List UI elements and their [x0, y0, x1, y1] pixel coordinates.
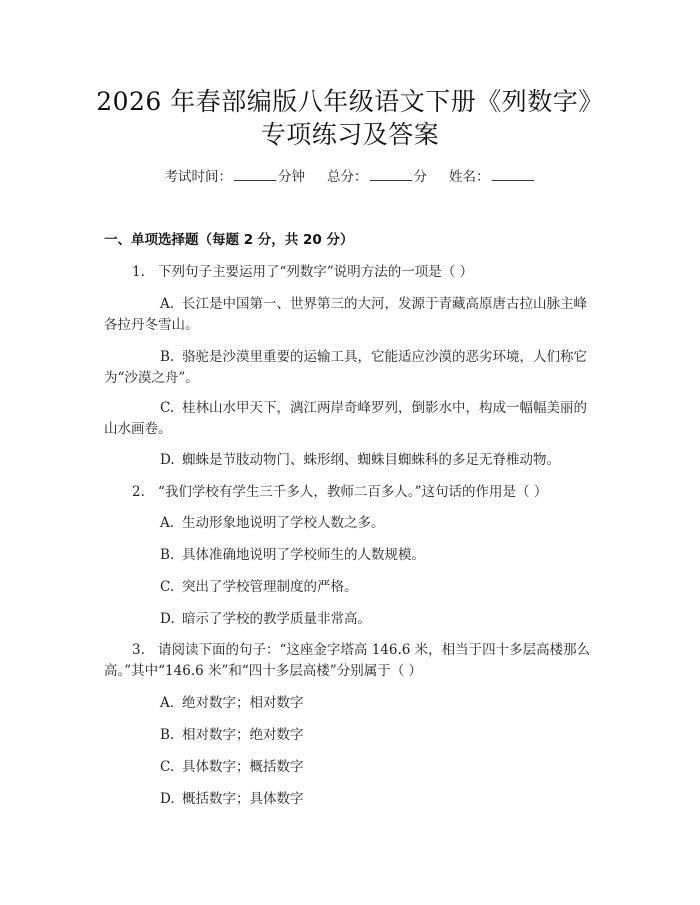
option-letter: C.: [160, 759, 175, 775]
option-text: 突出了学校管理制度的严格。: [182, 579, 358, 595]
option-letter: A.: [160, 515, 175, 531]
question-number: 3.: [132, 642, 145, 658]
option-text: 生动形象地说明了学校人数之多。: [182, 515, 385, 531]
option-text: 暗示了学校的教学质量非常高。: [182, 611, 371, 627]
option-text: 相对数字；绝对数字: [182, 727, 304, 743]
option-letter: A.: [160, 695, 175, 711]
question-2: [104, 482, 600, 503]
time-unit: 分钟: [278, 169, 305, 185]
q2-option-a: [104, 513, 600, 534]
option-letter: B.: [160, 349, 175, 365]
option-letter: B.: [160, 547, 175, 563]
option-letter: B.: [160, 727, 175, 743]
option-text: 概括数字；具体数字: [182, 791, 304, 807]
q2-option-d: [104, 609, 600, 630]
option-text: 骆驼是沙漠里重要的运输工具，它能适应沙漠的恶劣环境，人们称它为“沙漠之舟”。: [104, 349, 587, 386]
option-text: 具体准确地说明了学校师生的人数规模。: [182, 547, 425, 563]
question-stem: 下列句子主要运用了“列数字”说明方法的一项是（ ）: [158, 264, 474, 280]
option-text: 绝对数字；相对数字: [182, 695, 304, 711]
q2-option-c: [104, 577, 600, 598]
option-text: 长江是中国第一、世界第三的大河，发源于青藏高原唐古拉山脉主峰各拉丹冬雪山。: [104, 296, 587, 333]
document-title-line2: 专项练习及答案: [260, 120, 440, 149]
section-heading: 一、单项选择题（每题 2 分，共 20 分）: [104, 232, 354, 248]
question-3: [104, 640, 600, 682]
option-text: 桂林山水甲天下，漓江两岸奇峰罗列，倒影水中，构成一幅幅美丽的山水画卷。: [104, 400, 587, 437]
name-label: 姓名：: [449, 169, 490, 185]
q3-option-b: [104, 725, 600, 746]
q1-option-a: [104, 294, 600, 336]
question-stem: “我们学校有学生三千多人，教师二百多人。”这句话的作用是（ ）: [158, 484, 548, 500]
score-unit: 分: [413, 169, 427, 185]
question-1: [104, 262, 600, 283]
time-label: 考试时间：: [164, 169, 232, 185]
document-title-line1: 2026 年春部编版八年级语文下册《列数字》: [96, 87, 604, 116]
question-number: 2.: [132, 484, 145, 500]
score-blank: [370, 168, 412, 181]
score-label: 总分：: [327, 169, 368, 185]
option-letter: A.: [160, 296, 175, 312]
option-letter: D.: [160, 452, 175, 468]
q2-option-b: [104, 545, 600, 566]
option-letter: C.: [160, 579, 175, 595]
q1-option-c: [104, 398, 600, 440]
question-stem: 请阅读下面的句子：“这座金字塔高 146.6 米，相当于四十多层高楼那么高。”其中“146.6 米”和“四十多层高楼”分别属于（ ）: [104, 642, 591, 679]
q1-option-b: [104, 347, 600, 389]
option-letter: D.: [160, 611, 175, 627]
option-letter: C.: [160, 400, 175, 416]
q1-option-d: [104, 450, 600, 471]
name-blank: [492, 168, 534, 181]
q3-option-c: [104, 757, 600, 778]
time-blank: [234, 168, 276, 181]
option-text: 具体数字；概括数字: [182, 759, 304, 775]
question-number: 1.: [132, 264, 145, 280]
option-text: 蜘蛛是节肢动物门、蛛形纲、蜘蛛目蜘蛛科的多足无脊椎动物。: [182, 452, 560, 468]
q3-option-a: [104, 693, 600, 714]
option-letter: D.: [160, 791, 175, 807]
q3-option-d: [104, 789, 600, 810]
exam-info-row: [0, 168, 700, 186]
